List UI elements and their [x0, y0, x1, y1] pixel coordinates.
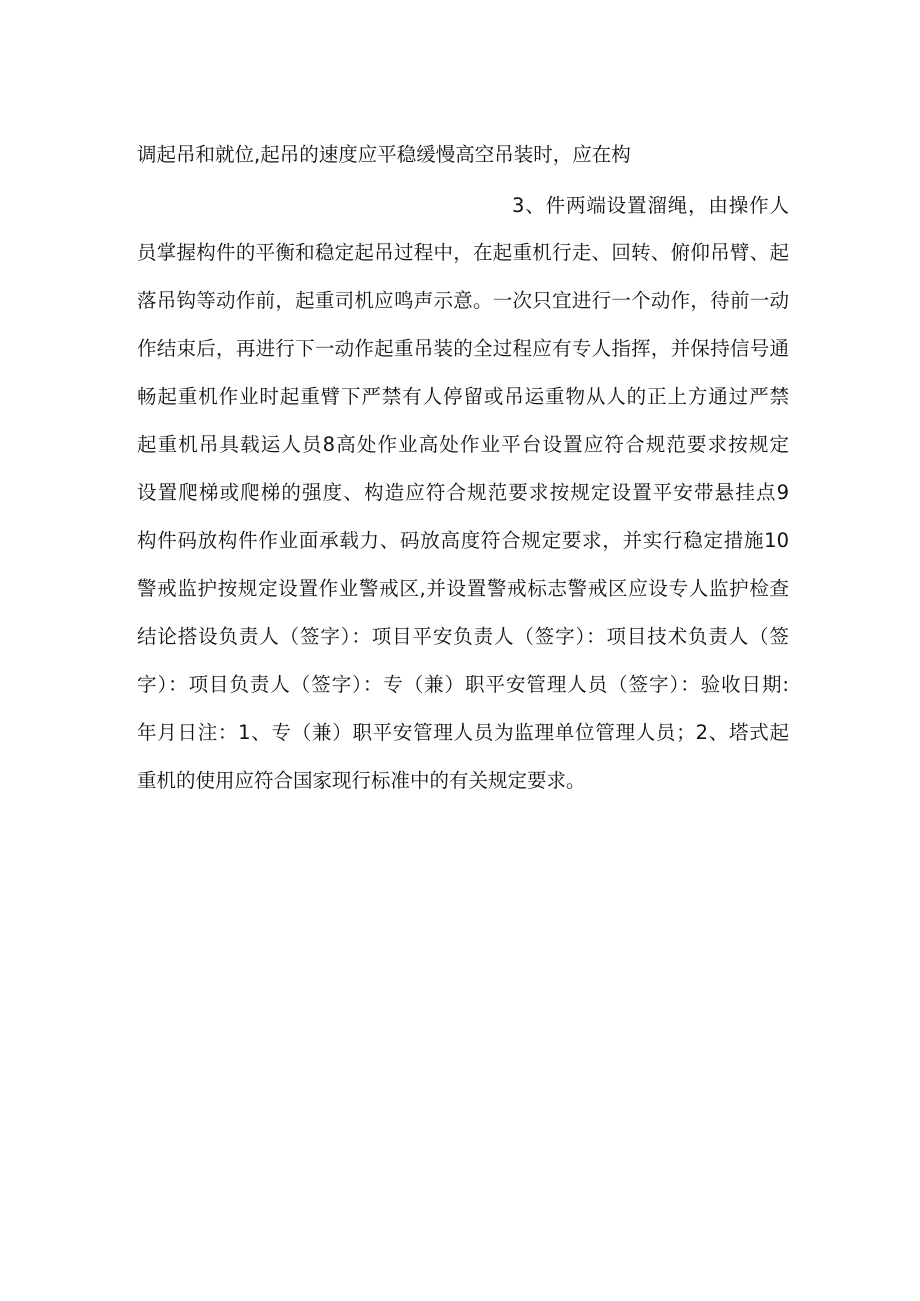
- text-line-4: 落吊钩等动作前，起重司机应鸣声示意。一次只宜进行一个动作，待前一动: [137, 289, 789, 312]
- text-line-2: 3、件两端设置溜绳，由操作人: [512, 194, 789, 217]
- text-line-5: 作结束后，再进行下一动作起重吊装的全过程应有专人指挥，并保持信号通: [137, 337, 789, 360]
- text-line-7: 起重机吊具载运人员8高处作业高处作业平台设置应符合规范要求按规定: [137, 433, 789, 456]
- text-line-6: 畅起重机作业时起重臂下严禁有人停留或吊运重物从人的正上方通过严禁: [137, 385, 789, 408]
- text-line-9: 构件码放构件作业面承载力、码放高度符合规定要求，并实行稳定措施10: [137, 529, 789, 552]
- text-line-3: 员掌握构件的平衡和稳定起吊过程中，在起重机行走、回转、俯仰吊臂、起: [137, 241, 789, 264]
- text-line-13: 年月日注：1、专（兼）职平安管理人员为监理单位管理人员；2、塔式起: [137, 721, 789, 744]
- text-line-10: 警戒监护按规定设置作业警戒区,并设置警戒标志警戒区应设专人监护检查: [137, 577, 789, 600]
- text-line-1: 调起吊和就位,起吊的速度应平稳缓慢高空吊装时，应在构: [137, 143, 631, 166]
- text-line-11: 结论搭设负责人（签字）：项目平安负责人（签字）：项目技术负责人（签: [137, 625, 789, 648]
- text-line-14: 重机的使用应符合国家现行标准中的有关规定要求。: [137, 769, 586, 792]
- text-line-8: 设置爬梯或爬梯的强度、构造应符合规范要求按规定设置平安带悬挂点9: [137, 481, 789, 504]
- text-line-12: 字）：项目负责人（签字）：专（兼）职平安管理人员（签字）：验收日期:: [137, 673, 789, 696]
